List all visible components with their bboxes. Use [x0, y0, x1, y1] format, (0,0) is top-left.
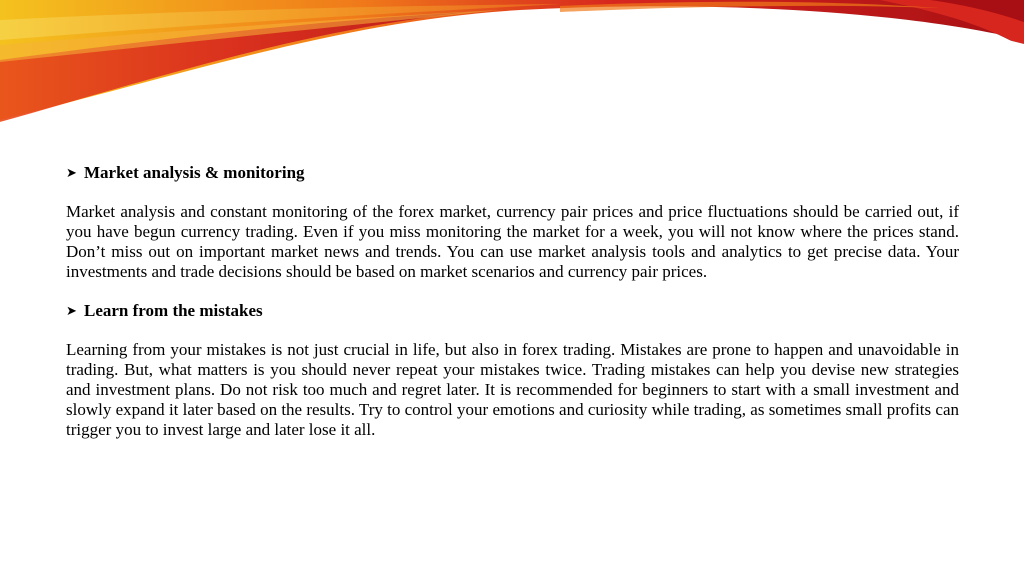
section-heading-text: Learn from the mistakes [84, 301, 263, 320]
slide-content [66, 162, 959, 440]
section-body-market-analysis: Market analysis and constant monitoring of the forex market, currency pair prices and price fluctuations should be carried out, if you have begun currency trading. Even if you miss monitoring the market for a week, you will not know where the prices stand. Don’t miss out on important market news and trends. You can use market analysis tools and analytics to get precise data. Your investments and trade decisions should be based on market scenarios and currency pair prices. [66, 202, 959, 281]
arrow-bullet-icon: ➤ [66, 303, 77, 318]
section-heading-learn-mistakes [66, 300, 959, 322]
section-body-learn-mistakes: Learning from your mistakes is not just crucial in life, but also in forex trading. Mistakes are prone to happen and unavoidable in trading. But, what matters is you should never repeat your mistakes twice. Trading mistakes can help you devise new strategies and investment plans. Do not risk too much and regret later. It is recommended for beginners to start with a small investment and slowly expand it later based on the results. Try to control your emotions and curiosity while trading, as sometimes small profits can trigger you to invest large and later lose it all. [66, 340, 959, 439]
decorative-swoosh-banner [0, 0, 1024, 130]
arrow-bullet-icon: ➤ [66, 165, 77, 180]
section-heading-text: Market analysis & monitoring [84, 163, 305, 182]
section-heading-market-analysis [66, 162, 959, 184]
